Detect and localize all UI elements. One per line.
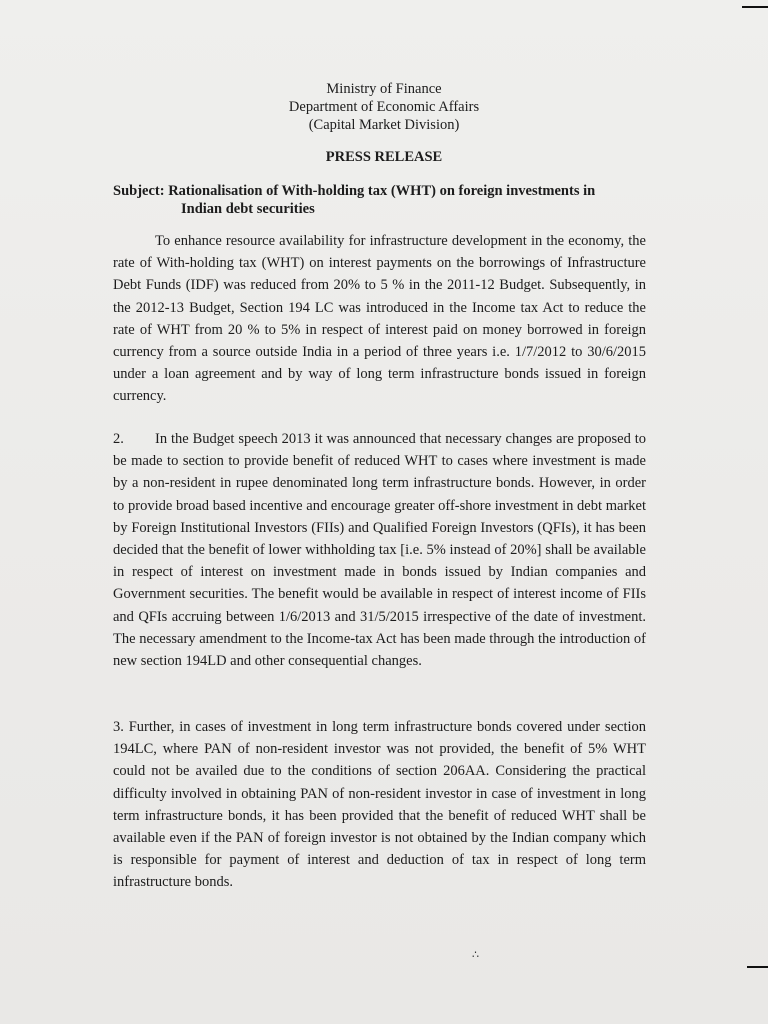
paragraph-3-number: 3. xyxy=(113,719,124,735)
paragraph-2 xyxy=(113,428,646,672)
paragraph-1-text: To enhance resource availability for infrastructure development in the economy, the rate of With-holding tax (WHT) on interest payments on the borrowings of Infrastructure Debt Funds (IDF) was reduced from 20% to 5 % in the 2011-12 Budget. Subsequently, in the 2012-13 Budget, Section 194 LC was introduced in the Income tax Act to reduce the rate of WHT from 20 % to 5% in respect of interest paid on money borrowed in foreign currency from a source outside India in a period of three years i.e. 1/7/2012 to 30/6/2015 under a loan agreement and by way of long term infrastructure bonds issued in foreign currency. xyxy=(113,233,646,405)
header-division: (Capital Market Division) xyxy=(308,117,460,133)
subject-text-1: Rationalisation of With-holding tax (WHT) on foreign investments in xyxy=(168,183,596,199)
subject-label: Subject: xyxy=(113,183,165,199)
page-title: PRESS RELEASE xyxy=(325,149,443,165)
scan-edge-mark-bottom xyxy=(747,966,768,968)
paragraph-1 xyxy=(113,230,646,408)
header-ministry: Ministry of Finance xyxy=(326,81,442,97)
paragraph-2-number: 2. xyxy=(113,431,124,447)
page-footer-mark: ∴ xyxy=(472,949,479,961)
paragraph-3-text: Further, in cases of investment in long term infrastructure bonds covered under section 194LC, where PAN of non-resident investor was not provided, the benefit of 5% WHT could not be availed due to the conditions of section 206AA. Considering the practical difficulty involved in obtaining PAN of non-resident investor in case of investment in long term infrastructure bonds, it has been provided that the benefit of reduced WHT shall be available even if the PAN of foreign investor is not obtained by the Indian company which is responsible for payment of interest and deduction of tax in respect of long term infrastructure bonds. xyxy=(113,719,647,891)
scan-edge-mark-top xyxy=(742,6,768,8)
subject-line-1 xyxy=(113,182,648,200)
paragraph-3 xyxy=(113,716,646,894)
subject-text-2: Indian debt securities xyxy=(181,201,315,217)
ministry-header xyxy=(0,80,768,134)
paragraph-2-text: In the Budget speech 2013 it was announced that necessary changes are proposed to be made to section to provide benefit of reduced WHT to cases where investment is made by a non-resident in rupee denominated long term infrastructure bonds. However, in order to provide broad based incentive and encourage greater off-shore investment in debt market by Foreign Institutional Investors (FIIs) and Qualified Foreign Investors (QFIs), it has been decided that the benefit of lower withholding tax [i.e. 5% instead of 20%] shall be available in respect of interest on investment made in bonds issued by Indian companies and Government securities. The benefit would be available in respect of interest income of FIIs and QFIs accruing between 1/6/2013 and 31/5/2015 irrespective of the date of investment. The necessary amendment to the Income-tax Act has been made through the introduction of new section 194LD and other consequential changes. xyxy=(113,431,646,670)
header-department: Department of Economic Affairs xyxy=(288,99,480,115)
subject-block xyxy=(113,182,648,218)
